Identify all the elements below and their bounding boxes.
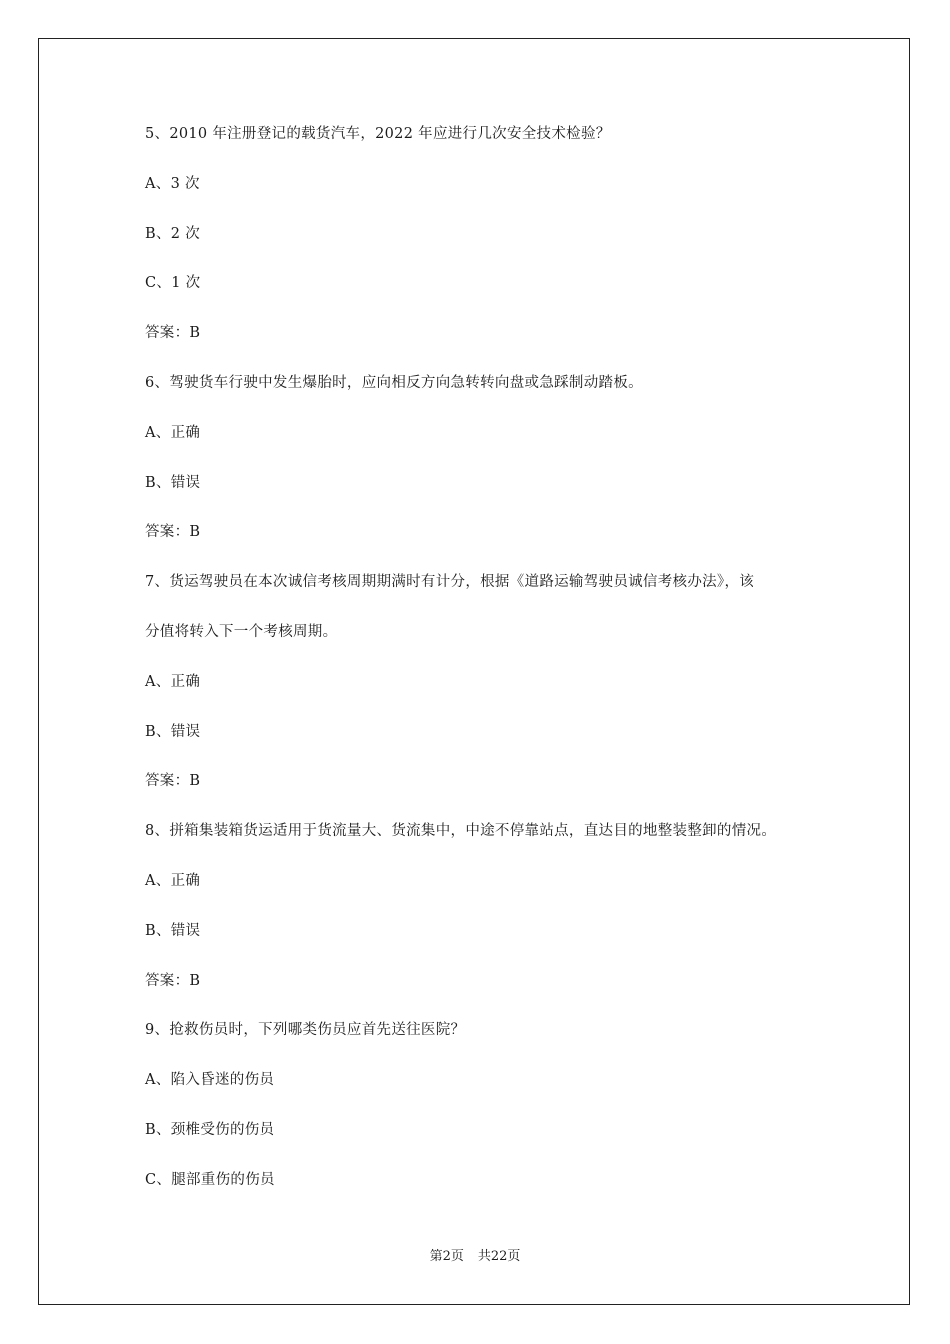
question-9-option-a: A、陷入昏迷的伤员 (145, 1072, 275, 1089)
question-7-text-continued: 分值将转入下一个考核周期。 (145, 623, 338, 640)
question-6-option-a: A、正确 (145, 424, 201, 441)
page-footer (0, 1248, 950, 1266)
question-9-option-b: B、颈椎受伤的伤员 (145, 1121, 275, 1138)
question-8-answer: 答案：B (145, 972, 201, 989)
question-9-option-c: C、腿部重伤的伤员 (145, 1171, 275, 1188)
question-8-option-b: B、错误 (145, 922, 201, 939)
question-6-option-b: B、错误 (145, 474, 201, 491)
page-number: 第2页 (429, 1249, 464, 1264)
question-8-text: 8、拼箱集装箱货运适用于货流量大、货流集中，中途不停靠站点，直达目的地整装整卸的情况。 (145, 823, 777, 840)
question-7-option-a: A、正确 (145, 673, 201, 690)
question-7-text: 7、货运驾驶员在本次诚信考核周期期满时有计分，根据《道路运输驾驶员诚信考核办法》，该 (145, 574, 755, 591)
page-total: 共22页 (477, 1249, 521, 1264)
document-body (145, 124, 825, 1220)
question-5-option-a: A、3 次 (145, 175, 200, 192)
question-5-text: 5、2010 年注册登记的载货汽车，2022 年应进行几次安全技术检验？ (145, 126, 611, 142)
question-5-option-b: B、2 次 (145, 225, 200, 242)
question-9-text: 9、抢救伤员时，下列哪类伤员应首先送往医院？ (145, 1022, 466, 1039)
question-7-answer: 答案：B (145, 773, 201, 790)
question-5-option-c: C、1 次 (145, 275, 201, 292)
question-5-answer: 答案：B (145, 325, 201, 342)
question-6-answer: 答案：B (145, 524, 201, 541)
question-6-text: 6、驾驶货车行驶中发生爆胎时，应向相反方向急转转向盘或急踩制动踏板。 (145, 374, 643, 391)
question-8-option-a: A、正确 (145, 872, 201, 889)
question-7-option-b: B、错误 (145, 723, 201, 740)
